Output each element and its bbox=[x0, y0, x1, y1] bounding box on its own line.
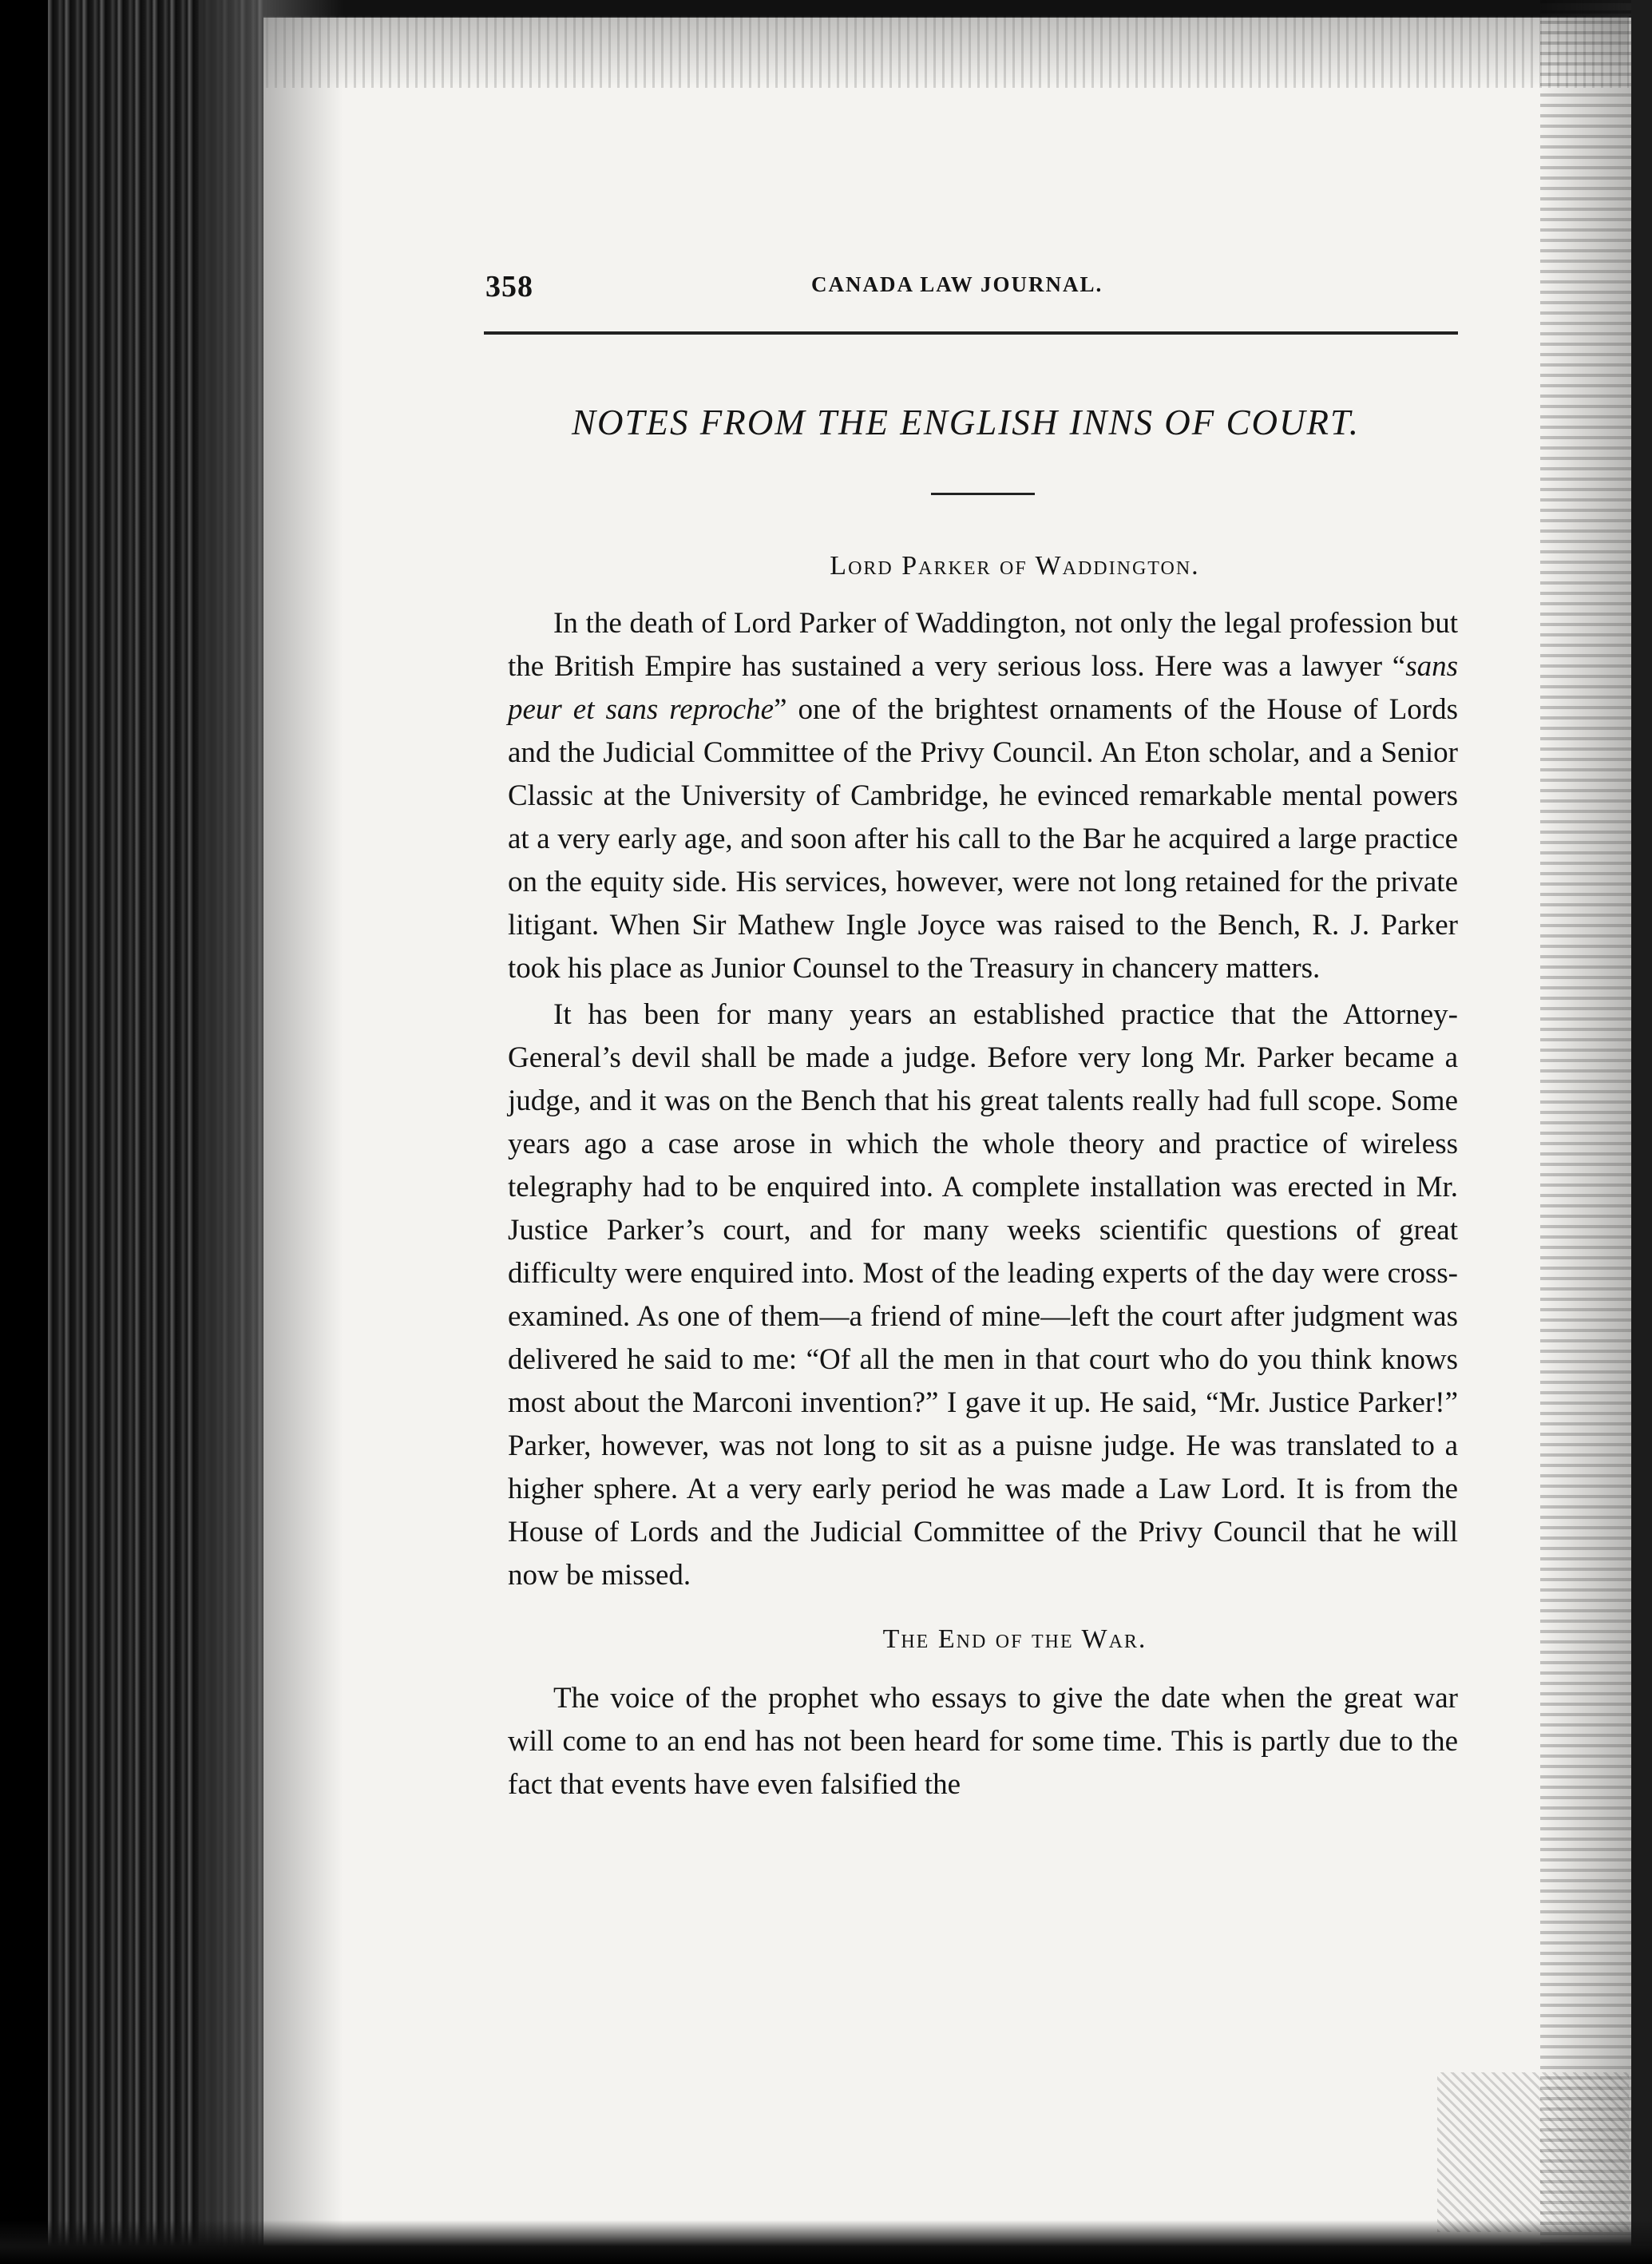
top-scan-noise bbox=[240, 16, 1629, 88]
section-heading: Lord Parker of Waddington. bbox=[830, 551, 1200, 581]
page-content bbox=[485, 268, 1459, 1806]
paragraph: It has been for many years an established practice that the Attorney-General’s devil shall be made a judge. Before very long Mr. Parker became a judge, and it was on the Bench that his great talents really had full scope. Some years ago a case arose in which the whole theory and practice of wireless telegraphy had to be enquired into. A complete installation was erected in Mr. Justice Parker’s court, and for many weeks scientific questions of great difficulty were enquired into. Most of the leading experts of the day were cross-examined. As one of them—a friend of mine—left the court after judgment was delivered he said to me: “Of all the men in that court who do you think knows most about the Marconi invention?” I gave it up. He said, “Mr. Justice Parker!” Parker, however, was not long to sit as a puisne judge. He was translated to a higher sphere. At a very early period he was made a Law Lord. It is from the House of Lords and the Judicial Committee of the Privy Council that he will now be missed. bbox=[508, 998, 1458, 1592]
right-border bbox=[1631, 0, 1652, 2264]
title-divider bbox=[931, 493, 1035, 495]
paragraph-text: In the death of Lord Parker of Waddington, not only the legal profession but the British Empire has sustained a very serious loss. Here was a lawyer “ bbox=[508, 607, 1458, 683]
bottom-scan-noise bbox=[1437, 2072, 1629, 2232]
header-rule bbox=[484, 331, 1458, 335]
paragraph: The voice of the prophet who essays to give the date when the great war will come to an end has not been heard for some time. This is partly due to the fact that events have even falsified the bbox=[508, 1682, 1458, 1801]
paragraph bbox=[508, 602, 1458, 990]
left-border bbox=[0, 0, 48, 2264]
journal-title: CANADA LAW JOURNAL. bbox=[811, 272, 1103, 296]
section-heading: The End of the War. bbox=[882, 1624, 1147, 1654]
bottom-border bbox=[0, 2220, 1652, 2264]
binding-shadow bbox=[200, 0, 343, 2264]
italic-phrase: sans peur et sans reproche bbox=[508, 650, 1458, 726]
article-title: NOTES FROM THE ENGLISH INNS OF COURT. bbox=[572, 402, 1360, 442]
paragraph-text: ” one of the brightest ornaments of the House of Lords and the Judicial Committee of the Privy Council. An Eton scholar, and a Senior Classic at the University of Cambridge, he evinced remarkable mental powers at a very early age, and soon after his call to the Bar he acquired a large practice on the equity side. His services, however, were not long retained for the private litigant. When Sir Mathew Ingle Joyce was raised to the Bench, R. J. Parker took his place as Junior Counsel to the Treasury in chancery matters. bbox=[508, 693, 1459, 985]
running-head bbox=[485, 268, 1458, 304]
page-number: 358 bbox=[485, 270, 533, 303]
